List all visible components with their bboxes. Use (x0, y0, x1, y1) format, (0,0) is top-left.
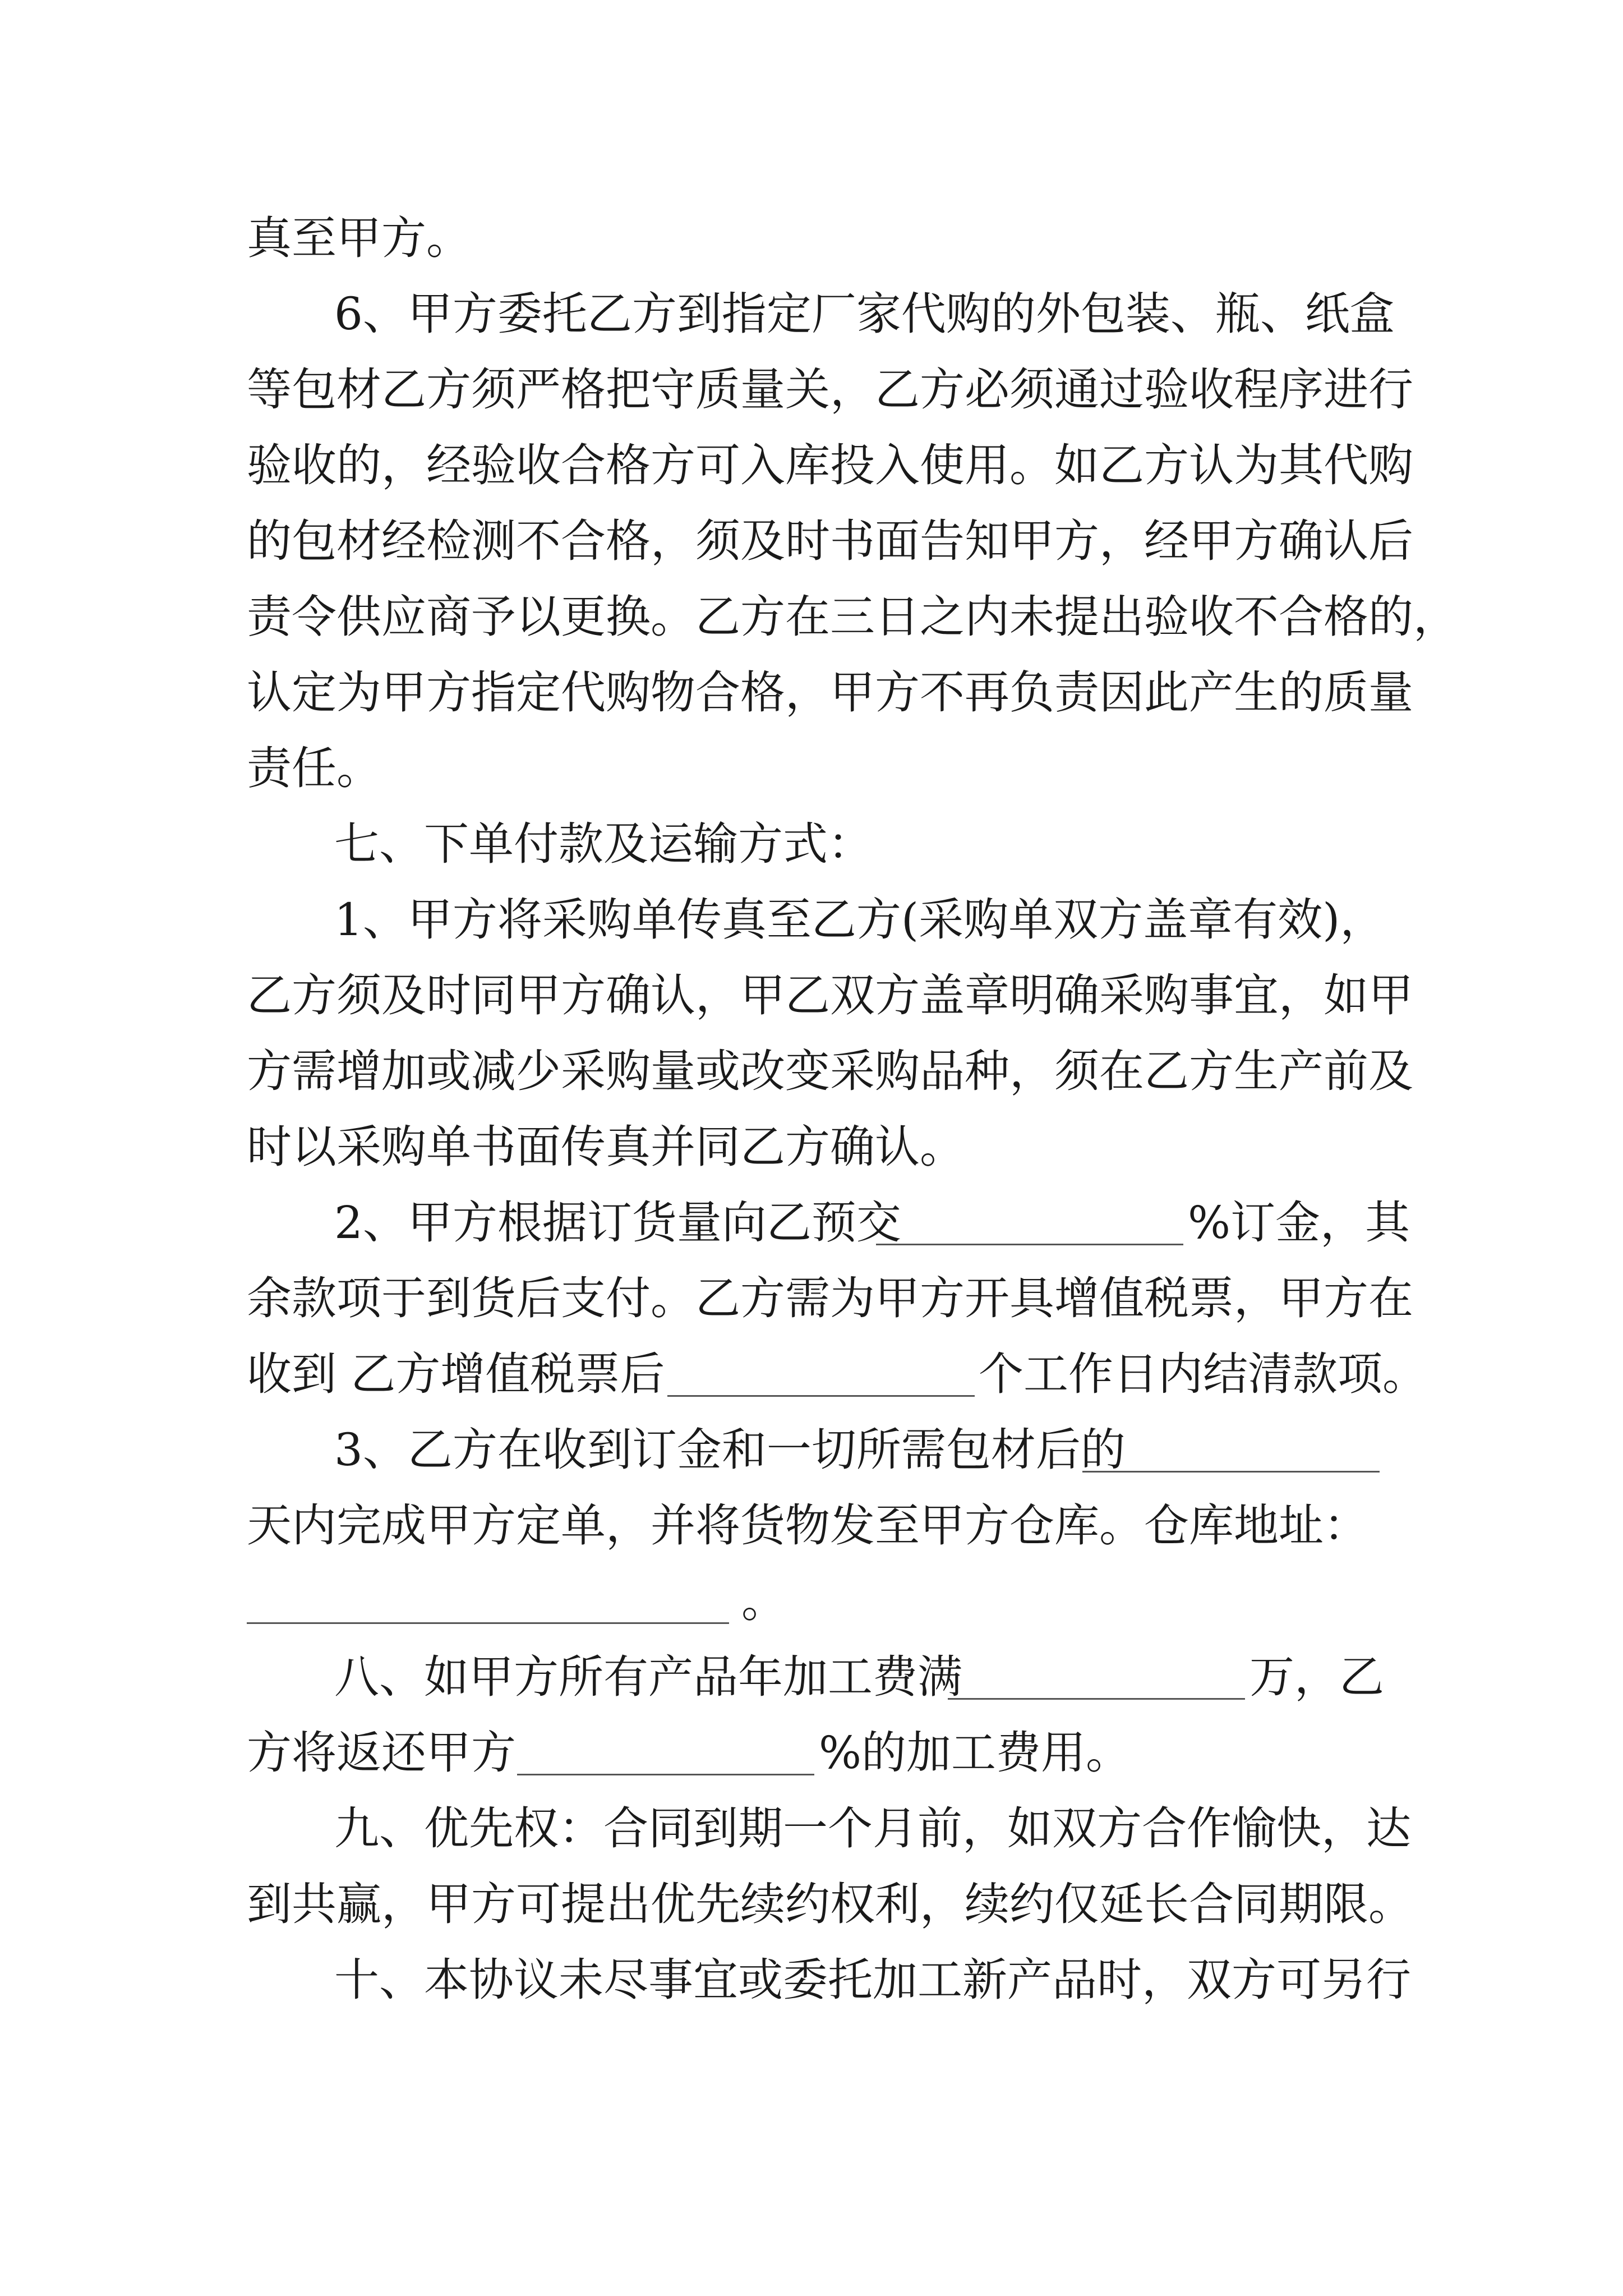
paragraph-line (0, 965, 1623, 1027)
fill-in-blank[interactable] (667, 1395, 975, 1397)
text-run: 余款项于到货后支付。乙方需为甲方开具增值税票，甲方在 (247, 1272, 1413, 1324)
paragraph-line (0, 359, 1623, 421)
paragraph-line (0, 586, 1623, 648)
paragraph-line (0, 1343, 1623, 1405)
text-run: 认定为甲方指定代购物合格，甲方不再负责因此产生的质量 (247, 666, 1413, 719)
text-run: 到共赢，甲方可提出优先续约权利，续约仅延长合同期限。 (247, 1878, 1413, 1930)
text-run: 方需增加或减少采购量或改变采购品种，须在乙方生产前及 (247, 1045, 1413, 1097)
text-run: 收到 乙方增值税票后 (247, 1348, 665, 1400)
text-run: 七、下单付款及运输方式： (334, 818, 873, 870)
text-run: 十、本协议未尽事宜或委托加工新产品时，双方可另行 (334, 1954, 1411, 2006)
text-run: %的加工费用。 (819, 1727, 1131, 1779)
paragraph-line (0, 889, 1623, 951)
section-heading (0, 1949, 1623, 2011)
paragraph-line (0, 1041, 1623, 1102)
text-run: 时以采购单书面传真并同乙方确认。 (247, 1121, 965, 1173)
paragraph-line (0, 1874, 1623, 1935)
paragraph-line (0, 1495, 1623, 1557)
paragraph-line (0, 208, 1623, 269)
text-run: 。 (741, 1575, 786, 1627)
paragraph-line (0, 1192, 1623, 1254)
paragraph-line (0, 1268, 1623, 1329)
paragraph-line (0, 1722, 1623, 1784)
text-run: 责任。 (247, 742, 381, 794)
text-run: 天内完成甲方定单，并将货物发至甲方仓库。仓库地址： (247, 1499, 1368, 1552)
text-run: 的包材经检测不合格，须及时书面告知甲方，经甲方确认后 (247, 515, 1413, 567)
text-run: %订金，其 (1188, 1197, 1410, 1249)
paragraph-line (0, 662, 1623, 724)
text-run: 6、甲方委托乙方到指定厂家代购的外包装、瓶、纸盒 (334, 288, 1395, 340)
paragraph-line (0, 1116, 1623, 1178)
text-run: 验收的，经验收合格方可入库投入使用。如乙方认为其代购 (247, 439, 1413, 491)
text-run: 个工作日内结清款项。 (979, 1348, 1427, 1400)
fill-in-blank[interactable] (517, 1774, 814, 1775)
text-run: 万，乙 (1249, 1651, 1384, 1703)
text-run: 1、甲方将采购单传真至乙方(采购单双方盖章有效)， (334, 894, 1385, 946)
text-run: 九、优先权：合同到期一个月前，如双方合作愉快，达 (334, 1802, 1411, 1855)
fill-in-blank[interactable] (247, 1622, 729, 1624)
paragraph-line (0, 1571, 1623, 1632)
fill-in-blank[interactable] (948, 1698, 1245, 1700)
section-heading (0, 1798, 1623, 1860)
paragraph-line (0, 510, 1623, 572)
text-run: 3、乙方在收到订金和一切所需包材后的 (334, 1424, 1126, 1476)
paragraph-line (0, 738, 1623, 799)
text-run: 等包材乙方须严格把守质量关，乙方必须通过验收程序进行 (247, 364, 1413, 416)
section-heading (0, 813, 1623, 875)
paragraph-line (0, 1419, 1623, 1481)
text-run: 乙方须及时同甲方确认，甲乙双方盖章明确采购事宜，如甲 (247, 969, 1413, 1022)
paragraph-line (0, 435, 1623, 496)
text-run: 真至甲方。 (247, 212, 471, 264)
text-run: 八、如甲方所有产品年加工费满 (334, 1651, 962, 1703)
text-run: 2、甲方根据订货量向乙预交 (334, 1197, 901, 1249)
fill-in-blank[interactable] (876, 1244, 1183, 1245)
text-run: 方将返还甲方 (247, 1727, 516, 1779)
text-run: 责令供应商予以更换。乙方在三日之内未提出验收不合格的， (247, 591, 1458, 643)
section-heading (0, 1646, 1623, 1708)
fill-in-blank[interactable] (1082, 1471, 1380, 1473)
paragraph-line (0, 283, 1623, 345)
